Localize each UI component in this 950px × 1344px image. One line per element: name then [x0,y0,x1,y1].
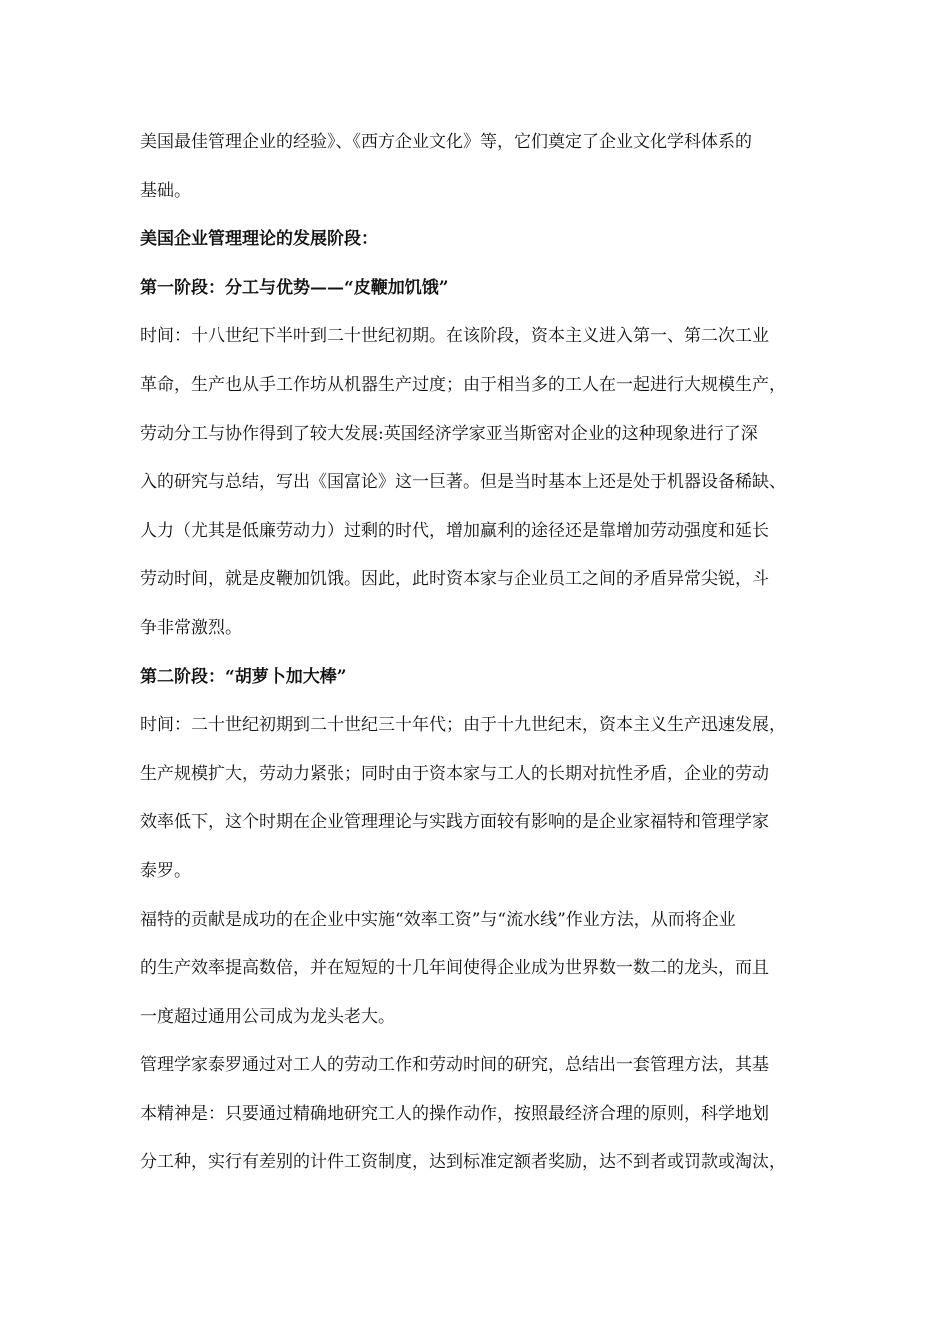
text-line: 人力（尤其是低廉劳动力）过剩的时代，增加赢利的途径还是靠增加劳动强度和延长 [140,520,769,541]
text-line: 本精神是：只要通过精确地研究工人的操作动作，按照最经济合理的原则，科学地划 [140,1103,769,1124]
text-line: 时间：二十世纪初期到二十世纪三十年代；由于十九世纪末，资本主义生产迅速发展， [140,715,786,736]
text-line: 的生产效率提高数倍，并在短短的十几年间使得企业成为世界数一数二的龙头，而且 [140,958,769,979]
text-line: 劳动分工与协作得到了较大发展:英国经济学家亚当斯密对企业的这种现象进行了深 [140,423,758,444]
intro-paragraph [140,118,830,215]
text-line: 入的研究与总结，写出《国富论》这一巨著。但是当时基本上还是处于机器设备稀缺、 [140,472,786,493]
document-body [140,118,830,1187]
text-line: 时间：十八世纪下半叶到二十世纪初期。在该阶段，资本主义进入第一、第二次工业 [140,326,769,347]
stage1-paragraph [140,312,830,652]
text-line: 革命，生产也从手工作坊从机器生产过度；由于相当多的工人在一起进行大规模生产， [140,374,786,395]
text-line: 基础。 [140,180,191,201]
text-line: 生产规模扩大，劳动力紧张；同时由于资本家与工人的长期对抗性矛盾，企业的劳动 [140,763,769,784]
section-title: 美国企业管理理论的发展阶段： [140,229,378,250]
stage1-heading: 第一阶段：分工与优势——“皮鞭加饥饿” [140,277,449,298]
text-line: 效率低下，这个时期在企业管理理论与实践方面较有影响的是企业家福特和管理学家 [140,812,769,833]
text-line: 泰罗。 [140,860,191,881]
stage2-paragraph-2 [140,896,830,1042]
text-line: 管理学家泰罗通过对工人的劳动工作和劳动时间的研究，总结出一套管理方法，其基 [140,1055,769,1076]
text-line: 劳动时间，就是皮鞭加饥饿。因此，此时资本家与企业员工之间的矛盾异常尖锐，斗 [140,569,769,590]
text-line: 美国最佳管理企业的经验》、《西方企业文化》等，它们奠定了企业文化学科体系的 [140,132,752,152]
stage2-paragraph-3 [140,1041,830,1187]
text-line: 分工种，实行有差别的计件工资制度，达到标准定额者奖励，达不到者或罚款或淘汰， [140,1152,786,1173]
stage2-heading: 第二阶段：“胡萝卜加大棒” [140,666,347,687]
text-line: 争非常激烈。 [140,617,242,638]
text-line: 福特的贡献是成功的在企业中实施“效率工资”与“流水线”作业方法，从而将企业 [140,909,736,930]
text-line: 一度超过通用公司成为龙头老大。 [140,1006,395,1027]
stage2-paragraph-1 [140,701,830,895]
